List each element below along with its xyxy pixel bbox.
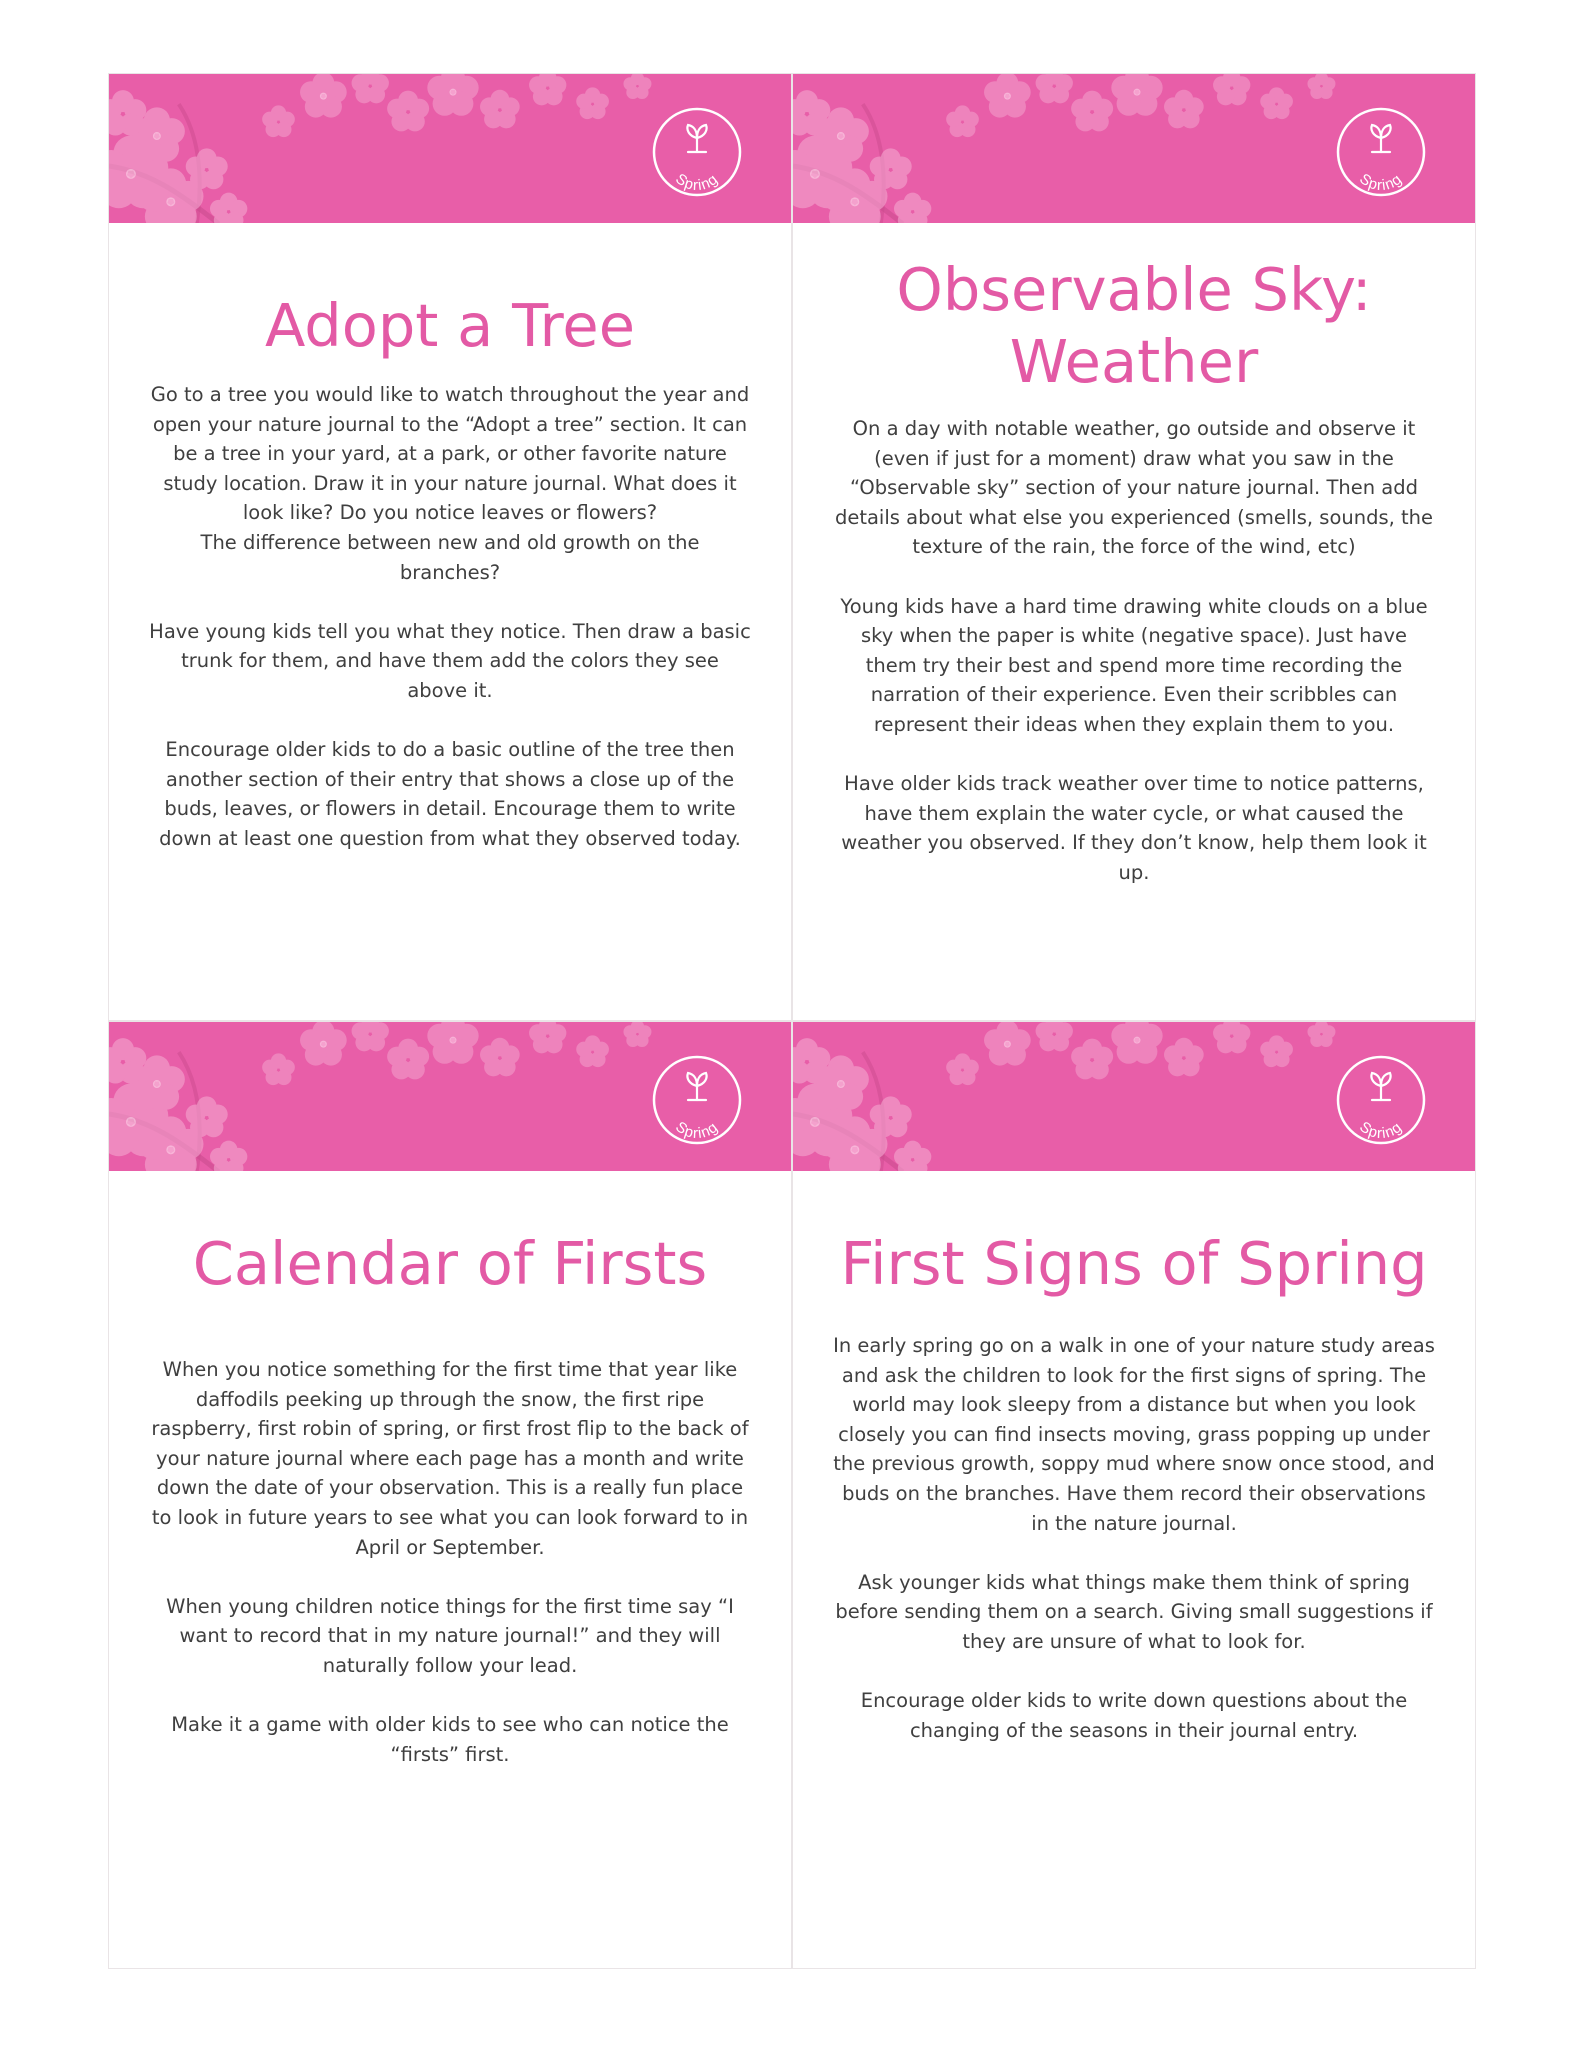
- card-body: [149, 380, 751, 854]
- card-paragraph: Ask younger kids what things make them think of spring before sending them on a search. Giving small suggestions if they are unsure of what to look for.: [835, 1570, 1433, 1653]
- card-paragraph: Have older kids track weather over time to notice patterns, have them explain the water cycle, or what caused the weather you observed. If they don’t know, help them look it up.: [841, 772, 1427, 884]
- card-paragraph: Have young kids tell you what they notice. Then draw a basic trunk for them, and have them add the colors they see above it.: [149, 619, 751, 702]
- activity-card-first-signs-of-spring: [792, 1021, 1476, 1969]
- spring-badge: [1335, 106, 1427, 198]
- card-title-line: Observable Sky:: [896, 255, 1372, 324]
- badge-label: Spring: [1356, 170, 1406, 195]
- badge-label: Spring: [672, 170, 722, 195]
- card-title: First Signs of Spring: [840, 1229, 1428, 1298]
- activity-card-calendar-of-firsts: [108, 1021, 792, 1969]
- badge-label: Spring: [1356, 1118, 1406, 1143]
- card-paragraph: When you notice something for the first time that year like daffodils peeking up through the snow, the first ripe raspberry, first robin of spring, or first frost flip to the back of your nature journal where each page has a month and write down the date of your observation. This is a really fun place to look in future years to see what you can look forward to in April or September.: [151, 1358, 749, 1559]
- card-paragraph: Young kids have a hard time drawing white clouds on a blue sky when the paper is white (negative space). Just have them try their best and spend more time recording the narration of their experience. Even their scribbles can represent their ideas when they explain them to you.: [840, 594, 1428, 736]
- card-header-banner: [109, 1022, 791, 1171]
- card-body: [833, 414, 1435, 888]
- sprout-icon: [1371, 1073, 1390, 1100]
- card-paragraph: In early spring go on a walk in one of your nature study areas and ask the children to look for the first signs of spring. The world may look sleepy from a distance but when you look closely you can find insects moving, grass popping up under the previous growth, soppy mud where snow once stood, and buds on the branches. Have them record their observations in the nature journal.: [833, 1334, 1435, 1535]
- card-paragraph: Make it a game with older kids to see who can notice the “firsts” first.: [171, 1713, 729, 1766]
- card-sheet: [108, 73, 1476, 1969]
- spring-badge: [1335, 1054, 1427, 1146]
- card-header-banner: [109, 74, 791, 223]
- spring-badge: [651, 106, 743, 198]
- sprout-icon: [1371, 125, 1390, 152]
- sprout-icon: [687, 125, 706, 152]
- card-paragraph: Encourage older kids to do a basic outline of the tree then another section of their entry that shows a close up of the buds, leaves, or flowers in detail. Encourage them to write down at least one question from what they observed today.: [159, 738, 741, 850]
- card-header-banner: [793, 1022, 1475, 1171]
- card-title: Calendar of Firsts: [192, 1229, 708, 1298]
- card-title: [823, 254, 1445, 398]
- card-header-banner: [793, 74, 1475, 223]
- card-body: [149, 1355, 751, 1769]
- spring-badge: [651, 1054, 743, 1146]
- sprout-icon: [687, 1073, 706, 1100]
- badge-label: Spring: [672, 1118, 722, 1143]
- card-paragraph: Encourage older kids to write down questions about the changing of the seasons in their journal entry.: [860, 1689, 1408, 1742]
- card-title: Adopt a Tree: [264, 291, 636, 360]
- card-paragraph: On a day with notable weather, go outside and observe it (even if just for a moment) draw what you saw in the “Observable sky” section of your nature journal. Then add details about what else you experienced (smells, sounds, the texture of the rain, the force of the wind, etc): [834, 417, 1434, 559]
- card-paragraph: When young children notice things for the first time say “I want to record that in my nature journal!” and they will naturally follow your lead.: [166, 1594, 734, 1677]
- activity-card-adopt-a-tree: [108, 73, 792, 1021]
- card-title-line: Weather: [1009, 327, 1259, 396]
- card-paragraph: The difference between new and old growth on the branches?: [200, 530, 700, 584]
- card-body: [833, 1331, 1435, 1745]
- activity-card-observable-sky: [792, 73, 1476, 1021]
- card-paragraph: Go to a tree you would like to watch throughout the year and open your nature journal to the “Adopt a tree” section. It can be a tree in your yard, at a park, or other favorite nature study location. Draw it in your nature journal. What does it look like? Do you notice leaves or flowers?: [150, 383, 750, 525]
